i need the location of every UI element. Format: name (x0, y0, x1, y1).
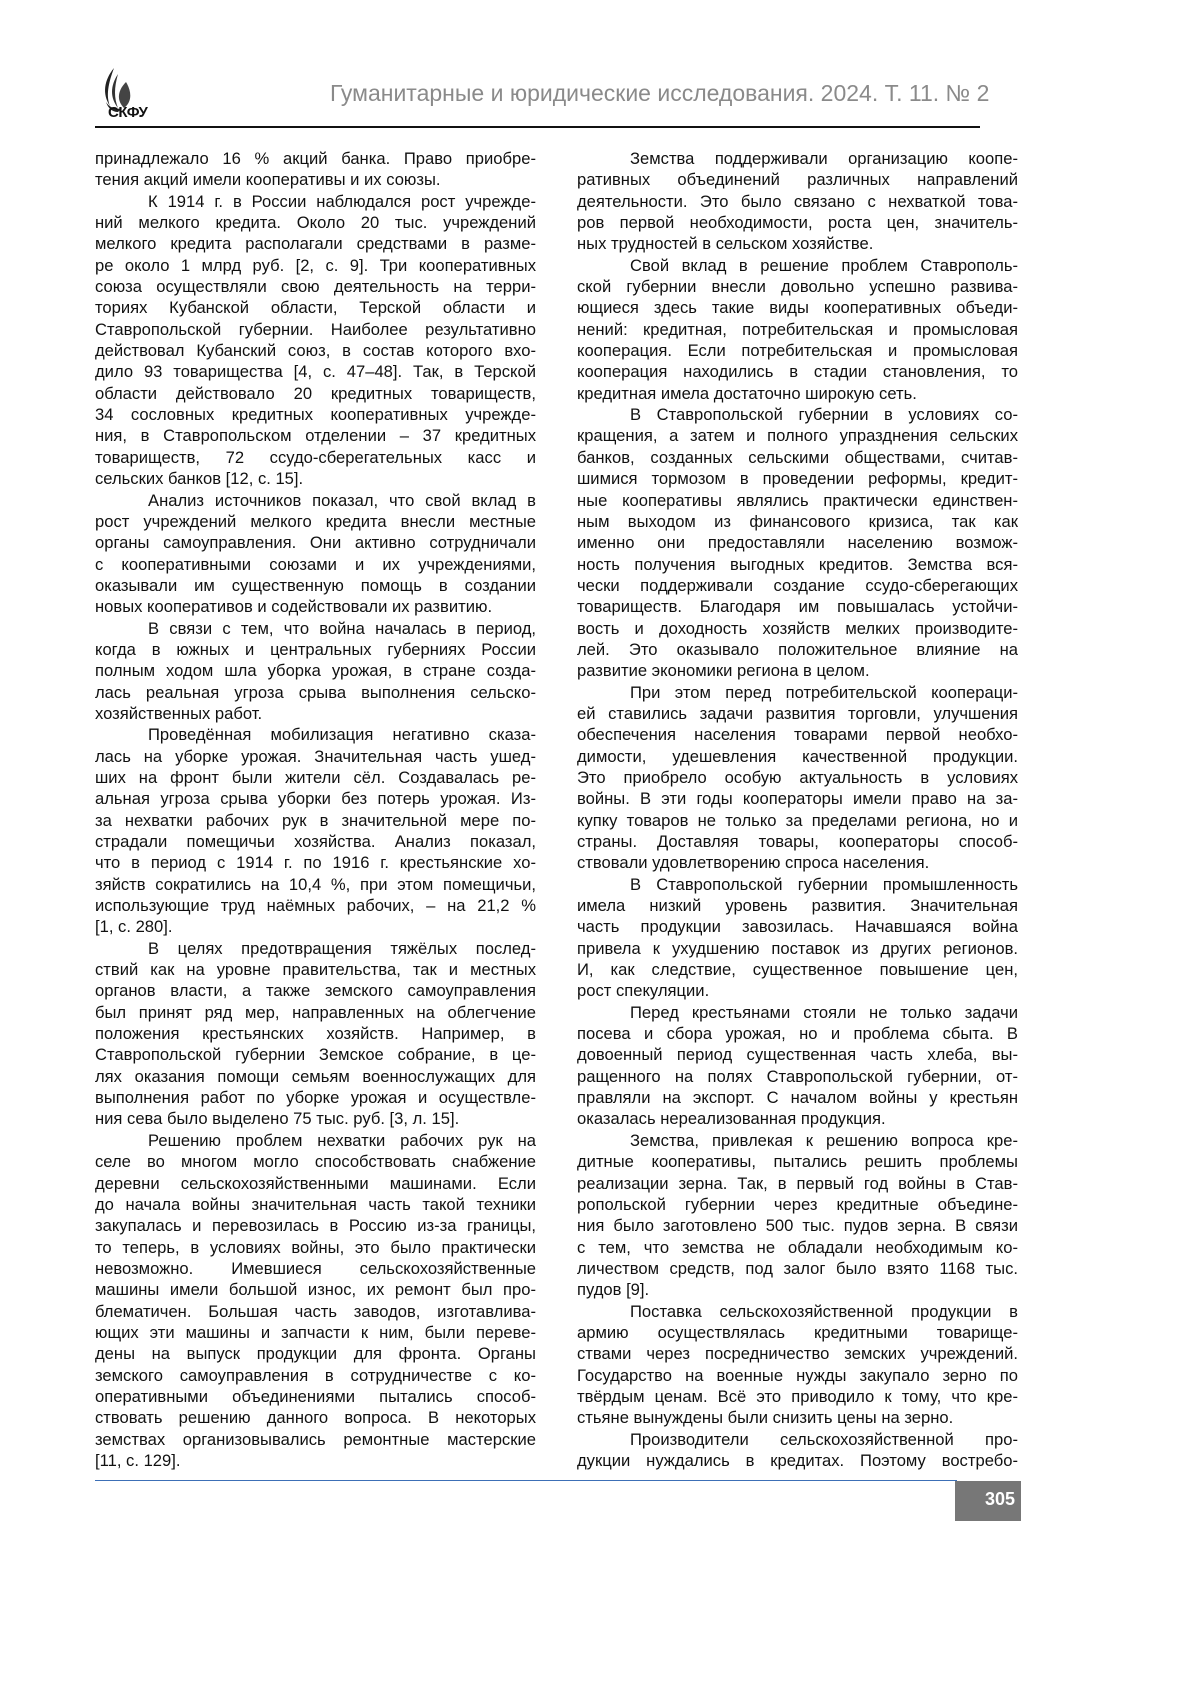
text-line: действовал Кубанский союз, в состав которого вхо- (95, 340, 536, 361)
text-line: союза осуществляли свою деятельность на терри- (95, 276, 536, 297)
text-line: товариществ, 72 ссудо-сберегательных касс и (95, 447, 536, 468)
text-line: рост учреждений мелкого кредита внесли местные (95, 511, 536, 532)
paragraph (95, 724, 536, 937)
text-line: положения крестьянских хозяйств. Например, в (95, 1023, 536, 1044)
paragraph (577, 255, 1018, 404)
text-line: то теперь, в условиях войны, это было практически (95, 1237, 536, 1258)
text-line: В Ставропольской губернии промышленность (577, 874, 1018, 895)
left-column (95, 148, 536, 1471)
text-line: зяйств сократились на 10,4 %, при этом помещичьи, (95, 874, 536, 895)
text-line: ропольской губернии через кредитные объедине- (577, 1194, 1018, 1215)
text-line: К 1914 г. в России наблюдался рост учрежде- (95, 191, 536, 212)
page-number: 305 (955, 1481, 1021, 1521)
paragraph (577, 1429, 1018, 1472)
text-line: лась реальная угроза срыва выполнения сельско- (95, 682, 536, 703)
text-line: машины имели большой износ, их ремонт был про- (95, 1279, 536, 1300)
text-line: выполнения работ по уборке урожая и осуществле- (95, 1087, 536, 1108)
text-line: кращения, а затем и полного упразднения сельских (577, 425, 1018, 446)
paragraph (95, 490, 536, 618)
text-line: ния было заготовлено 500 тыс. пудов зерна. В связи (577, 1215, 1018, 1236)
text-line: именно они предоставляли населению возмож- (577, 532, 1018, 553)
text-line: Свой вклад в решение проблем Ставрополь- (577, 255, 1018, 276)
text-line: личеством средств, под залог было взято 1168 тыс. (577, 1258, 1018, 1279)
text-line: стьяне вынуждены были снизить цены на зерно. (577, 1407, 1018, 1428)
text-line: деятельности. Это было связано с нехваткой това- (577, 191, 1018, 212)
text-line: кредитная имела достаточно широкую сеть. (577, 383, 1018, 404)
text-line: Ставропольской губернии. Наиболее результативно (95, 319, 536, 340)
text-line: лась на уборке урожая. Значительная часть ушед- (95, 746, 536, 767)
text-line: И, как следствие, существенное повышение цен, (577, 959, 1018, 980)
text-line: ствами через посредничество земских учреждений. (577, 1343, 1018, 1364)
text-line: димости, удешевления качественной продукции. (577, 746, 1018, 767)
text-line: ров первой необходимости, роста цен, значитель- (577, 212, 1018, 233)
text-line: [11, с. 129]. (95, 1450, 536, 1471)
text-line: земского самоуправления в сотрудничестве с ко- (95, 1365, 536, 1386)
text-line: страны. Доставляя товары, кооператоры способ- (577, 831, 1018, 852)
text-line: ской губернии внесли довольно успешно развива- (577, 276, 1018, 297)
text-line: твёрдым ценам. Всё это приводило к тому, что кре- (577, 1386, 1018, 1407)
text-line: привела к ухудшению поставок из других регионов. (577, 938, 1018, 959)
text-line: блематичен. Большая часть заводов, изготавлива- (95, 1301, 536, 1322)
text-line: Ставропольской губернии Земское собрание, в це- (95, 1044, 536, 1065)
paragraph (577, 1130, 1018, 1301)
text-line: обеспечения населения товарами первой необхо- (577, 724, 1018, 745)
text-line: селе во многом могло способствовать снабжение (95, 1151, 536, 1172)
text-line: альная угроза срыва уборки без потерь урожая. Из- (95, 788, 536, 809)
text-line: Проведённая мобилизация негативно сказа- (95, 724, 536, 745)
text-line: органов власти, а также земского самоуправления (95, 980, 536, 1001)
text-line: когда в южных и центральных губерниях России (95, 639, 536, 660)
paragraph (95, 191, 536, 490)
text-line: невозможно. Имевшиеся сельскохозяйственные (95, 1258, 536, 1279)
text-line: Поставка сельскохозяйственной продукции в (577, 1301, 1018, 1322)
text-line: войны. В эти годы кооператоры имели право на за- (577, 788, 1018, 809)
text-line: рост спекуляции. (577, 980, 1018, 1001)
text-line: ность получения выгодных кредитов. Земства вся- (577, 554, 1018, 575)
text-line: ториях Кубанской области, Терской области и (95, 297, 536, 318)
text-line: оказалась нереализованная продукция. (577, 1108, 1018, 1129)
journal-title: Гуманитарные и юридические исследования. 2024. Т. 11. № 2 (330, 80, 989, 107)
text-line: что в период с 1914 г. по 1916 г. крестьянские хо- (95, 852, 536, 873)
text-line: полным ходом шла уборка урожая, в стране созда- (95, 660, 536, 681)
right-column (577, 148, 1018, 1471)
text-line: Земства, привлекая к решению вопроса кре- (577, 1130, 1018, 1151)
text-line: дукции нуждались в кредитах. Поэтому востребо- (577, 1450, 1018, 1471)
text-line: земствах организовывались ремонтные мастерские (95, 1429, 536, 1450)
text-line: закупалась и перевозилась в Россию из-за границы, (95, 1215, 536, 1236)
text-line: банков, созданных сельскими обществами, считав- (577, 447, 1018, 468)
text-line: мелкого кредита располагали средствами в разме- (95, 233, 536, 254)
text-line: Перед крестьянами стояли не только задачи (577, 1002, 1018, 1023)
text-line: ющиеся здесь такие виды кооперативных объеди- (577, 297, 1018, 318)
text-line: ших на фронт были жители сёл. Создавалась ре- (95, 767, 536, 788)
header-divider (95, 126, 980, 128)
text-line: посева и сбора урожая, но и проблема сбыта. В (577, 1023, 1018, 1044)
text-line: ных трудностей в сельском хозяйстве. (577, 233, 1018, 254)
paragraph (577, 1301, 1018, 1429)
footer-divider (95, 1480, 957, 1481)
text-line: В связи с тем, что война началась в период, (95, 618, 536, 639)
text-line: до начала войны значительная часть такой техники (95, 1194, 536, 1215)
paragraph (577, 404, 1018, 681)
text-line: хозяйственных работ. (95, 703, 536, 724)
paragraph (577, 148, 1018, 255)
paragraph (95, 1130, 536, 1472)
text-line: ющих эти машины и запчасти к ним, были переве- (95, 1322, 536, 1343)
text-line: часть продукции завозилась. Начавшаяся война (577, 916, 1018, 937)
text-line: дитные кооперативы, пытались решить проблемы (577, 1151, 1018, 1172)
text-line: шимися тормозом в проведении реформы, кредит- (577, 468, 1018, 489)
text-line: ным выходом из финансового кризиса, так как (577, 511, 1018, 532)
text-line: имела низкий уровень развития. Значительная (577, 895, 1018, 916)
text-line: реализации зерна. Так, в первый год войны в Став- (577, 1173, 1018, 1194)
text-line: страдали помещичьи хозяйства. Анализ показал, (95, 831, 536, 852)
text-line: за нехватки рабочих рук в значительной мере по- (95, 810, 536, 831)
text-line: Это приобрело особую актуальность в условиях (577, 767, 1018, 788)
paragraph (95, 148, 536, 191)
text-line: Государство на военные нужды закупало зерно по (577, 1365, 1018, 1386)
text-line: развитие экономики региона в целом. (577, 660, 1018, 681)
text-line: товариществ. Благодаря им повышалась устойчи- (577, 596, 1018, 617)
text-line: ращенного на полях Ставропольской губернии, от- (577, 1066, 1018, 1087)
text-line: купку товаров не только за пределами региона, но и (577, 810, 1018, 831)
paragraph (577, 682, 1018, 874)
text-line: вость и доходность хозяйств мелких производите- (577, 618, 1018, 639)
text-line: кооперация. Если потребительская и промысловая (577, 340, 1018, 361)
text-line: новых кооперативов и содействовали их развитию. (95, 596, 536, 617)
text-line: использующие труд наёмных рабочих, – на 21,2 % (95, 895, 536, 916)
text-line: дило 93 товарищества [4, с. 47–48]. Так, в Терской (95, 361, 536, 382)
text-line: ний мелкого кредита. Около 20 тыс. учреждений (95, 212, 536, 233)
paragraph (95, 938, 536, 1130)
text-line: чески поддерживали создание ссудо-сберегающих (577, 575, 1018, 596)
text-line: Анализ источников показал, что свой вклад в (95, 490, 536, 511)
paragraph (577, 874, 1018, 1002)
text-line: дены на выпуск продукции для фронта. Органы (95, 1343, 536, 1364)
text-line: оперативными объединениями пытались способ- (95, 1386, 536, 1407)
text-line: лей. Это оказывало положительное влияние на (577, 639, 1018, 660)
text-line: ративных объединений различных направлений (577, 169, 1018, 190)
text-line: армию осуществлялась кредитными товарище- (577, 1322, 1018, 1343)
text-line: В целях предотвращения тяжёлых послед- (95, 938, 536, 959)
text-line: ствовали удовлетворению спроса населения. (577, 852, 1018, 873)
logo-text: СКФУ (108, 104, 147, 121)
text-line: 34 сословных кредитных кооперативных учрежде- (95, 404, 536, 425)
text-line: области действовало 20 кредитных товариществ, (95, 383, 536, 404)
text-line: ствий как на уровне правительства, так и местных (95, 959, 536, 980)
paragraph (577, 1002, 1018, 1130)
text-line: ей ставились задачи развития торговли, улучшения (577, 703, 1018, 724)
text-line: деревни сельскохозяйственными машинами. Если (95, 1173, 536, 1194)
text-line: Земства поддерживали организацию коопе- (577, 148, 1018, 169)
text-line: В Ставропольской губернии в условиях со- (577, 404, 1018, 425)
text-line: кооперация находились в стадии становления, то (577, 361, 1018, 382)
text-line: принадлежало 16 % акций банка. Право приобре- (95, 148, 536, 169)
text-line: ствовать решению данного вопроса. В некоторых (95, 1407, 536, 1428)
text-line: ные кооперативы являлись практически единствен- (577, 490, 1018, 511)
text-line: с кооперативными союзами и их учреждениями, (95, 554, 536, 575)
text-line: ре около 1 млрд руб. [2, с. 9]. Три кооперативных (95, 255, 536, 276)
text-line: ния, в Ставропольском отделении – 37 кредитных (95, 425, 536, 446)
text-line: пудов [9]. (577, 1279, 1018, 1300)
text-line: правляли на экспорт. С началом войны у крестьян (577, 1087, 1018, 1108)
text-line: нений: кредитная, потребительская и промысловая (577, 319, 1018, 340)
text-line: тения акций имели кооперативы и их союзы. (95, 169, 536, 190)
text-line: лях оказания помощи семьям военнослужащих для (95, 1066, 536, 1087)
paragraph (95, 618, 536, 725)
text-line: [1, с. 280]. (95, 916, 536, 937)
text-line: Производители сельскохозяйственной про- (577, 1429, 1018, 1450)
text-line: сельских банков [12, с. 15]. (95, 468, 536, 489)
text-line: довоенный период существенная часть хлеба, вы- (577, 1044, 1018, 1065)
text-line: Решению проблем нехватки рабочих рук на (95, 1130, 536, 1151)
text-line: с тем, что земства не обладали необходимым ко- (577, 1237, 1018, 1258)
text-line: органы самоуправления. Они активно сотрудничали (95, 532, 536, 553)
text-line: ния сева было выделено 75 тыс. руб. [3, л. 15]. (95, 1108, 536, 1129)
text-line: оказывали им существенную помощь в создании (95, 575, 536, 596)
text-line: был принят ряд мер, направленных на облегчение (95, 1002, 536, 1023)
text-line: При этом перед потребительской коопераци- (577, 682, 1018, 703)
